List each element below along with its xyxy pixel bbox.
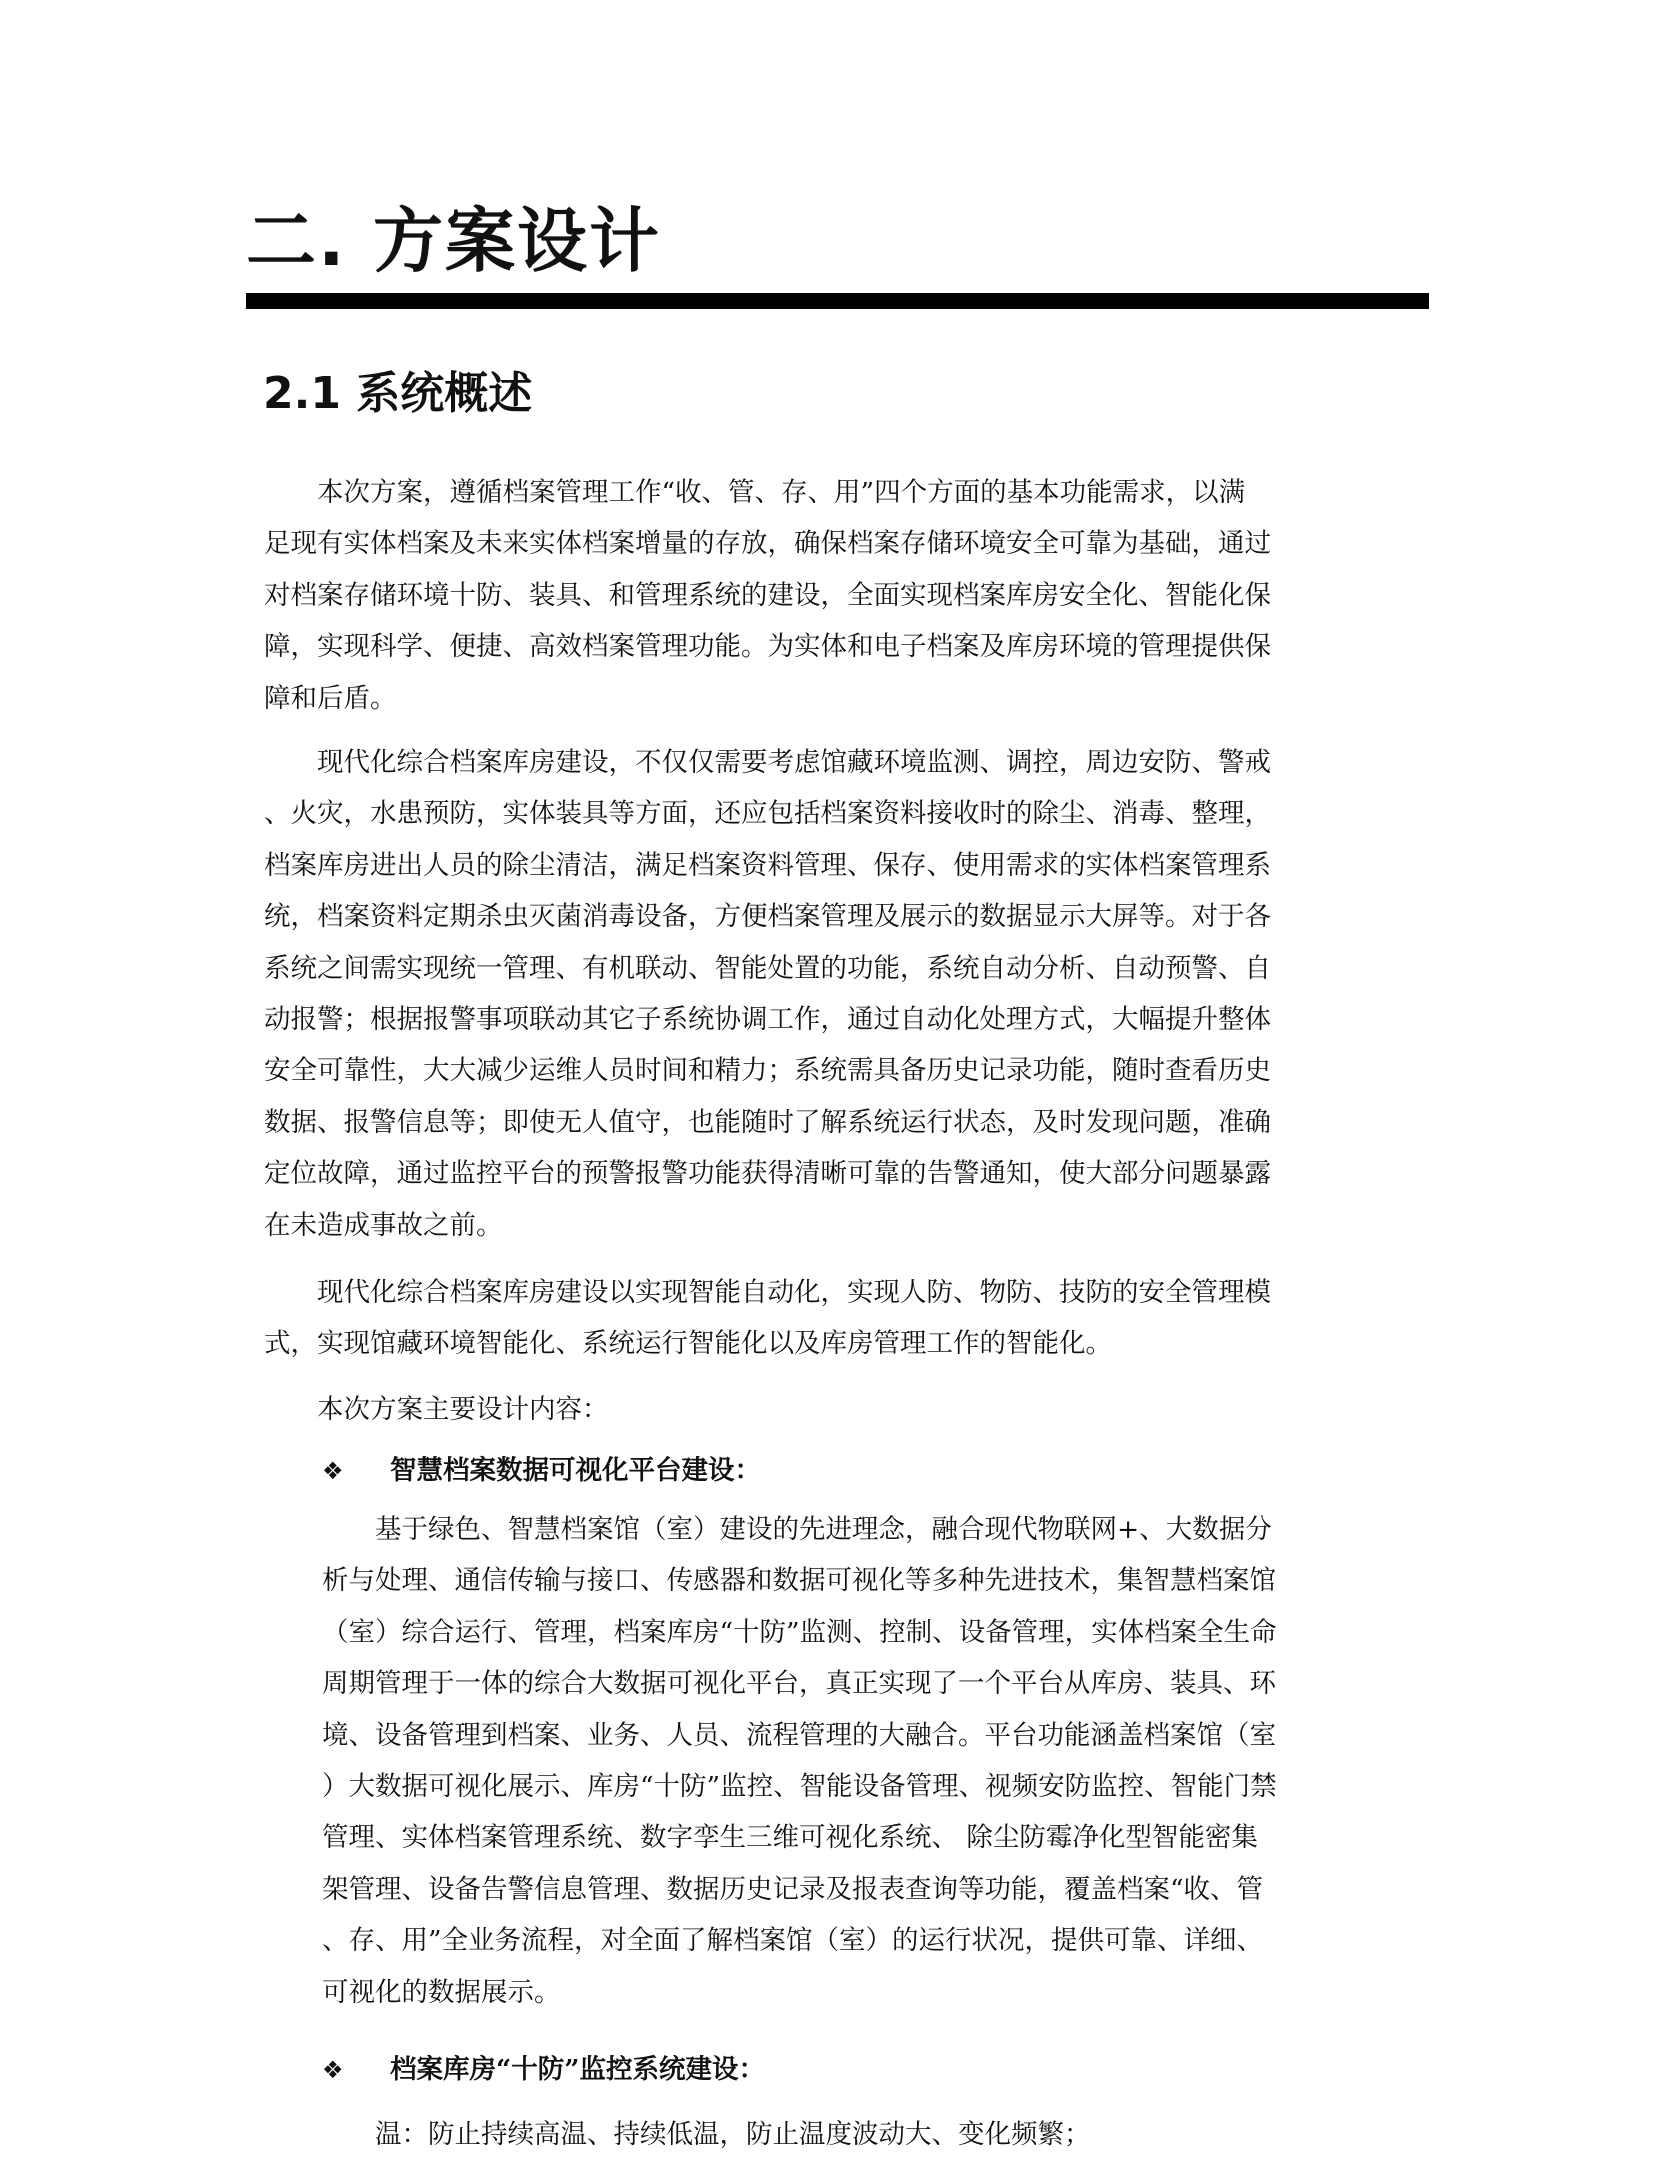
paragraph — [322, 1504, 1277, 2018]
paragraph — [264, 1267, 1271, 1370]
bullet-heading — [322, 1445, 761, 1497]
text-line: 对档案存储环境十防、装具、和管理系统的建设，全面实现档案库房安全化、智能化保 — [264, 579, 1271, 611]
paragraph — [264, 1384, 609, 1435]
text-line: 障和后盾。 — [264, 682, 397, 714]
text-line: 在未造成事故之前。 — [264, 1209, 503, 1241]
text-line: 基于绿色、智慧档案馆（室）建设的先进理念，融合现代物联网+、大数据分 — [322, 1514, 1272, 1545]
text-line: 档案库房进出人员的除尘清洁，满足档案资料管理、保存、使用需求的实体档案管理系 — [264, 849, 1271, 881]
chapter-rule — [246, 293, 1429, 309]
text-line: 现代化综合档案库房建设以实现智能自动化，实现人防、物防、技防的安全管理模 — [264, 1277, 1271, 1308]
text-line: （室）综合运行、管理，档案库房“十防”监测、控制、设备管理，实体档案全生命 — [322, 1616, 1277, 1648]
text-line: 数据、报警信息等；即使无人值守，也能随时了解系统运行状态，及时发现问题，准确 — [264, 1106, 1271, 1138]
text-line: 本次方案，遵循档案管理工作“收、管、存、用”四个方面的基本功能需求，以满 — [264, 477, 1246, 508]
section-title: 2.1 系统概述 — [263, 368, 533, 419]
paragraph — [264, 737, 1271, 1251]
bullet-heading-text: 智慧档案数据可视化平台建设： — [390, 1455, 761, 1486]
text-line: 、存、用”全业务流程，对全面了解档案馆（室）的运行状况，提供可靠、详细、 — [322, 1925, 1264, 1957]
text-line: 境、设备管理到档案、业务、人员、流程管理的大融合。平台功能涵盖档案馆（室 — [322, 1719, 1276, 1751]
text-line: 可视化的数据展示。 — [322, 1976, 561, 2008]
text-line: 本次方案主要设计内容： — [264, 1394, 609, 1425]
diamond-bullet-icon: ❖ — [322, 1457, 344, 1485]
text-line: 、火灾，水患预防，实体装具等方面，还应包括档案资料接收时的除尘、消毒、整理， — [264, 798, 1271, 830]
chapter-title: 二. 方案设计 — [246, 200, 661, 282]
text-line: 定位故障，通过监控平台的预警报警功能获得清晰可靠的告警通知，使大部分问题暴露 — [264, 1158, 1271, 1190]
text-line: 温：防止持续高温、持续低温，防止温度波动大、变化频繁； — [322, 2119, 1091, 2150]
text-line: 统，档案资料定期杀虫灭菌消毒设备，方便档案管理及展示的数据显示大屏等。对于各 — [264, 901, 1271, 933]
paragraph — [322, 2109, 1091, 2160]
text-line: 式，实现馆藏环境智能化、系统运行智能化以及库房管理工作的智能化。 — [264, 1328, 1112, 1360]
text-line: 析与处理、通信传输与接口、传感器和数据可视化等多种先进技术，集智慧档案馆 — [322, 1565, 1276, 1597]
text-line: 周期管理于一体的综合大数据可视化平台，真正实现了一个平台从库房、装具、环 — [322, 1668, 1276, 1700]
bullet-heading-text: 档案库房“十防”监控系统建设： — [390, 2054, 765, 2085]
text-line: 安全可靠性，大大减少运维人员时间和精力；系统需具备历史记录功能，随时查看历史 — [264, 1055, 1271, 1087]
diamond-bullet-icon: ❖ — [322, 2056, 344, 2084]
text-line: 架管理、设备告警信息管理、数据历史记录及报表查询等功能，覆盖档案“收、管 — [322, 1873, 1264, 1905]
text-line: 障，实现科学、便捷、高效档案管理功能。为实体和电子档案及库房环境的管理提供保 — [264, 631, 1271, 663]
text-line: 系统之间需实现统一管理、有机联动、智能处置的功能，系统自动分析、自动预警、自 — [264, 952, 1271, 984]
text-line: 足现有实体档案及未来实体档案增量的存放，确保档案存储环境安全可靠为基础，通过 — [264, 528, 1271, 560]
bullet-heading — [322, 2044, 765, 2096]
text-line: 动报警；根据报警事项联动其它子系统协调工作，通过自动化处理方式，大幅提升整体 — [264, 1003, 1271, 1035]
paragraph — [264, 467, 1271, 724]
text-line: 管理、实体档案管理系统、数字孪生三维可视化系统、 除尘防霉净化型智能密集 — [322, 1822, 1258, 1854]
text-line: 现代化综合档案库房建设，不仅仅需要考虑馆藏环境监测、调控，周边安防、警戒 — [264, 747, 1271, 778]
text-line: ）大数据可视化展示、库房“十防”监控、智能设备管理、视频安防监控、智能门禁 — [322, 1770, 1277, 1802]
